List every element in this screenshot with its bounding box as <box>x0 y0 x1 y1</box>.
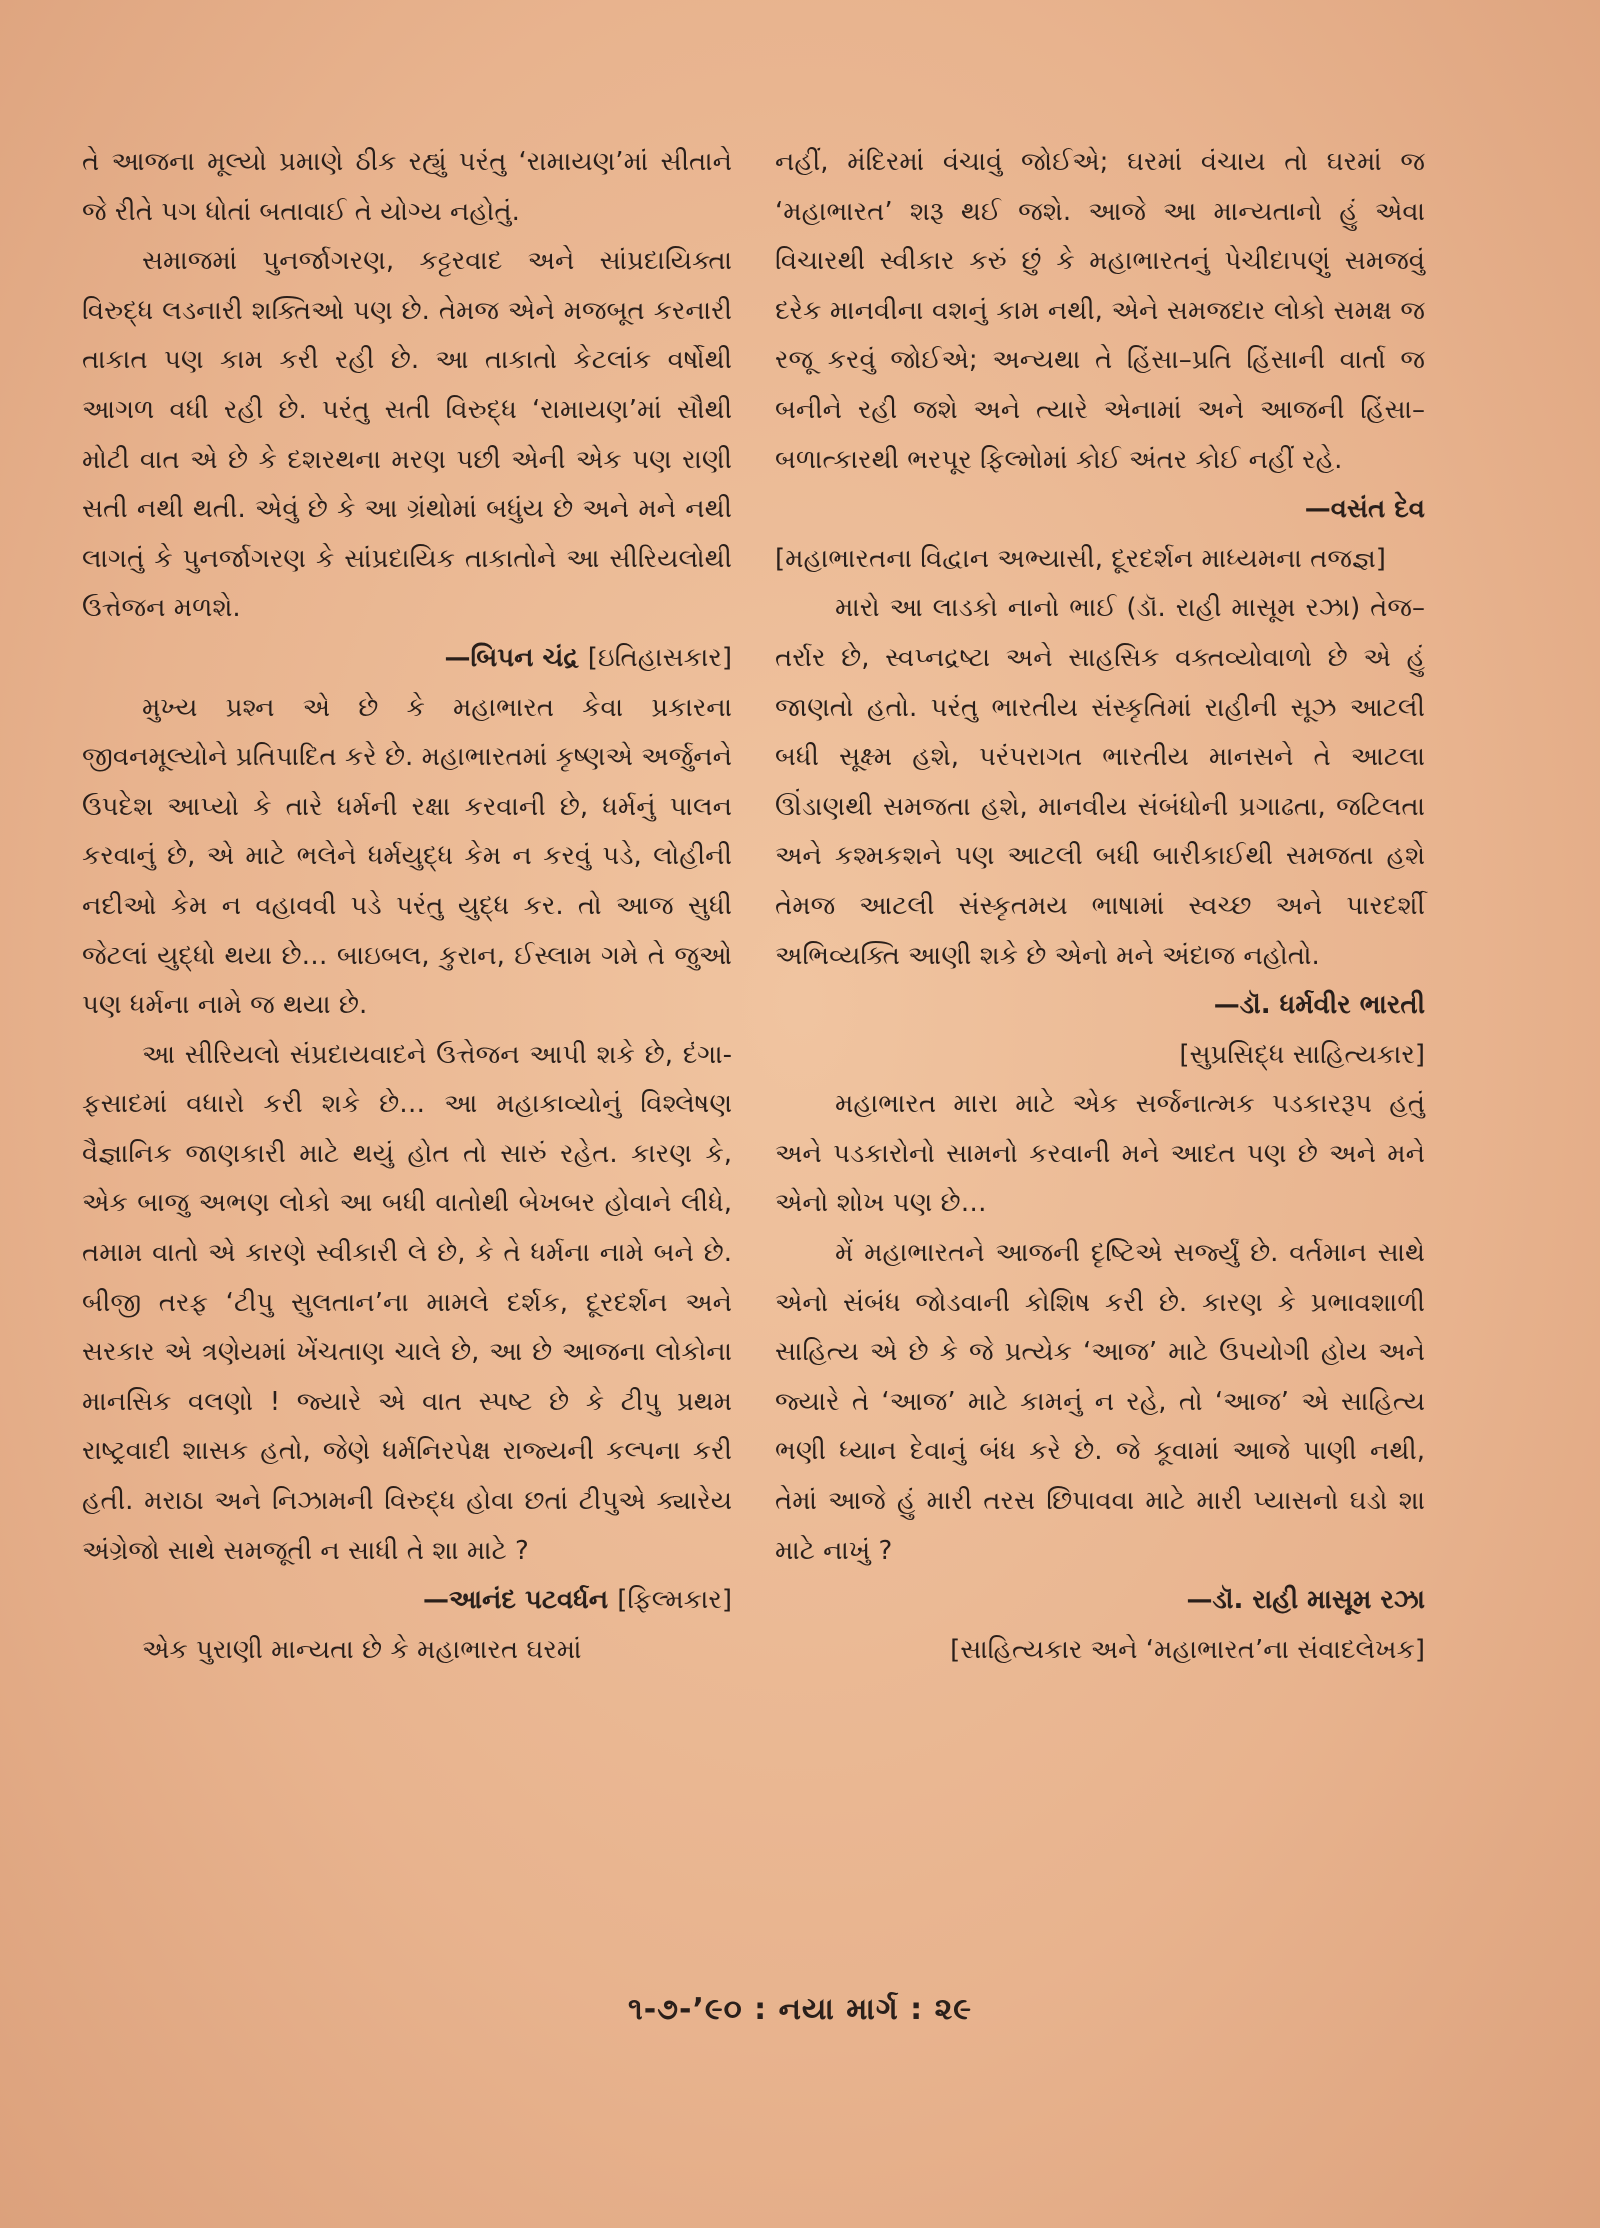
paragraph: મેં મહાભારતને આજની દૃષ્ટિએ સર્જ્યું છે. વર્તમાન સાથે એનો સંબંધ જોડવાની કોશિષ કરી છે. કારણ કે પ્રભાવશાળી સાહિત્ય એ છે કે જે પ્રત્યેક ‘આજ’ માટે ઉપયોગી હોય અને જ્યારે તે ‘આજ’ માટે કામનું ન રહે, તો ‘આજ’ એ સાહિત્ય ભણી ધ્યાન દેવાનું બંધ કરે છે. જે કૂવામાં આજે પાણી નથી, તેમાં આજે હું મારી તરસ છિપાવવા માટે મારી પ્યાસનો ઘડો શા માટે નાખું ? <box>775 1238 1425 1566</box>
author-role: [ઇતિહાસકાર] <box>587 642 732 673</box>
paragraph: એક પુરાણી માન્યતા છે કે મહાભારત ઘરમાં <box>142 1634 582 1665</box>
author-role: [સુપ્રસિદ્ધ સાહિત્યકાર] <box>1179 1039 1425 1070</box>
paragraph: મહાભારત મારા માટે એક સર્જનાત્મક પડકારરૂપ હતું અને પડકારોનો સામનો કરવાની મને આદત પણ છે અને મને એનો શોખ પણ છે… <box>775 1089 1425 1219</box>
author-name: —આનંદ પટવર્ધન <box>422 1585 609 1616</box>
author-name: —ડૉ. રાહી માસૂમ રઝા <box>1186 1585 1425 1616</box>
paragraph: મારો આ લાડકો નાનો ભાઈ (ડૉ. રાહી માસૂમ રઝા) તેજ–તર્રાર છે, સ્વપ્નદ્રષ્ટા અને સાહસિક વક્તવ્યોવાળો છે એ હું જાણતો હતો. પરંતુ ભારતીય સંસ્કૃતિમાં રાહીની સૂઝ આટલી બધી સૂક્ષ્મ હશે, પરંપરાગત ભારતીય માનસને તે આટલા ઊંડાણથી સમજતા હશે, માનવીય સંબંધોની પ્રગાઢતા, જટિલતા અને કશ્મકશને પણ આટલી બધી બારીકાઈથી સમજતા હશે તેમજ આટલી સંસ્કૃતમય ભાષામાં સ્વચ્છ અને પારદર્શી અભિવ્યક્તિ આણી શકે છે એનો મને અંદાજ નહોતો. <box>775 593 1425 971</box>
author-name: —બિપન ચંદ્ર <box>444 642 579 673</box>
left-column <box>82 138 732 1675</box>
paragraph: નહીં, મંદિરમાં વંચાવું જોઈએ; ઘરમાં વંચાય તો ઘરમાં જ ‘મહાભારત’ શરૂ થઈ જશે. આજે આ માન્યતાનો હું એવા વિચારથી સ્વીકાર કરું છું કે મહાભારતનું પેચીદાપણું સમજવું દરેક માનવીના વશનું કામ નથી, એને સમજદાર લોકો સમક્ષ જ રજૂ કરવું જોઈએ; અન્યથા તે હિંસા–પ્રતિ હિંસાની વાર્તા જ બનીને રહી જશે અને ત્યારે એનામાં અને આજની હિંસા–બળાત્કારથી ભરપૂર ફિલ્મોમાં કોઈ અંતર કોઈ નહીં રહે. <box>775 147 1425 475</box>
author-name: —ડૉ. ધર્મવીર ભારતી <box>1213 990 1425 1021</box>
author-name: —વસંત દેવ <box>1304 494 1425 525</box>
author-signature <box>82 634 732 684</box>
right-column <box>775 138 1425 1675</box>
author-role: [ફિલ્મકાર] <box>617 1585 732 1616</box>
paragraph: મુખ્ય પ્રશ્ન એ છે કે મહાભારત કેવા પ્રકારના જીવનમૂલ્યોને પ્રતિપાદિત કરે છે. મહાભારતમાં કૃષ્ણએ અર્જુનને ઉપદેશ આપ્યો કે તારે ધર્મની રક્ષા કરવાની છે, ધર્મનું પાલન કરવાનું છે, એ માટે ભલેને ધર્મયુદ્ધ કેમ ન કરવું પડે, લોહીની નદીઓ કેમ ન વહાવવી પડે પરંતુ યુદ્ધ કર. તો આજ સુધી જેટલાં યુદ્ધો થયા છે… બાઇબલ, કુરાન, ઈસ્લામ ગમે તે જુઓ પણ ધર્મના નામે જ થયા છે. <box>82 692 732 1021</box>
paragraph: સમાજમાં પુનર્જાગરણ, કટ્ટરવાદ અને સાંપ્રદાયિક્તા વિરુદ્ધ લડનારી શક્તિઓ પણ છે. તેમજ એને મજબૂત કરનારી તાકાત પણ કામ કરી રહી છે. આ તાકાતો કેટલાંક વર્ષોથી આગળ વધી રહી છે. પરંતુ સતી વિરુદ્ધ ‘રામાયણ’માં સૌથી મોટી વાત એ છે કે દશરથના મરણ પછી એની એક પણ રાણી સતી નથી થતી. એવું છે કે આ ગ્રંથોમાં બધુંય છે અને મને નથી લાગતું કે પુનર્જાગરણ કે સાંપ્રદાયિક તાકાતોને આ સીરિયલોથી ઉત્તેજન મળશે. <box>82 246 732 624</box>
author-role: [મહાભારતના વિદ્વાન અભ્યાસી, દૂરદર્શન માધ્યમના તજજ્ઞ] <box>775 543 1386 574</box>
paragraph: તે આજના મૂલ્યો પ્રમાણે ઠીક રહ્યું પરંતુ ‘રામાયણ’માં સીતાને જે રીતે પગ ધોતાં બતાવાઈ તે યોગ્ય નહોતું. <box>82 147 732 227</box>
author-role: [સાહિત્યકાર અને ‘મહાભારત’ના સંવાદલેખક] <box>950 1634 1425 1665</box>
author-signature <box>82 1576 732 1626</box>
page-footer: ૧-૭-’૯૦ : નયા માર્ગ : ૨૯ <box>628 1992 972 2027</box>
paragraph: આ સીરિયલો સંપ્રદાયવાદને ઉત્તેજન આપી શકે છે, દંગા-ફસાદમાં વધારો કરી શકે છે… આ મહાકાવ્યોનું વિશ્લેષણ વૈજ્ઞાનિક જાણકારી માટે થયું હોત તો સારું રહેત. કારણ કે, એક બાજુ અભણ લોકો આ બધી વાતોથી બેખબર હોવાને લીધે, તમામ વાતો એ કારણે સ્વીકારી લે છે, કે તે ધર્મના નામે બને છે. બીજી તરફ ‘ટીપુ સુલતાન’ના મામલે દર્શક, દૂરદર્શન અને સરકાર એ ત્રણેયમાં ખેંચતાણ ચાલે છે, આ છે આજના લોકોના માનસિક વલણો ! જ્યારે એ વાત સ્પષ્ટ છે કે ટીપુ પ્રથમ રાષ્ટ્રવાદી શાસક હતો, જેણે ધર્મનિરપેક્ષ રાજ્યની કલ્પના કરી હતી. મરાઠા અને નિઝામની વિરુદ્ધ હોવા છતાં ટીપુએ ક્યારેય અંગ્રેજો સાથે સમજૂતી ન સાધી તે શા માટે ? <box>82 1039 732 1566</box>
